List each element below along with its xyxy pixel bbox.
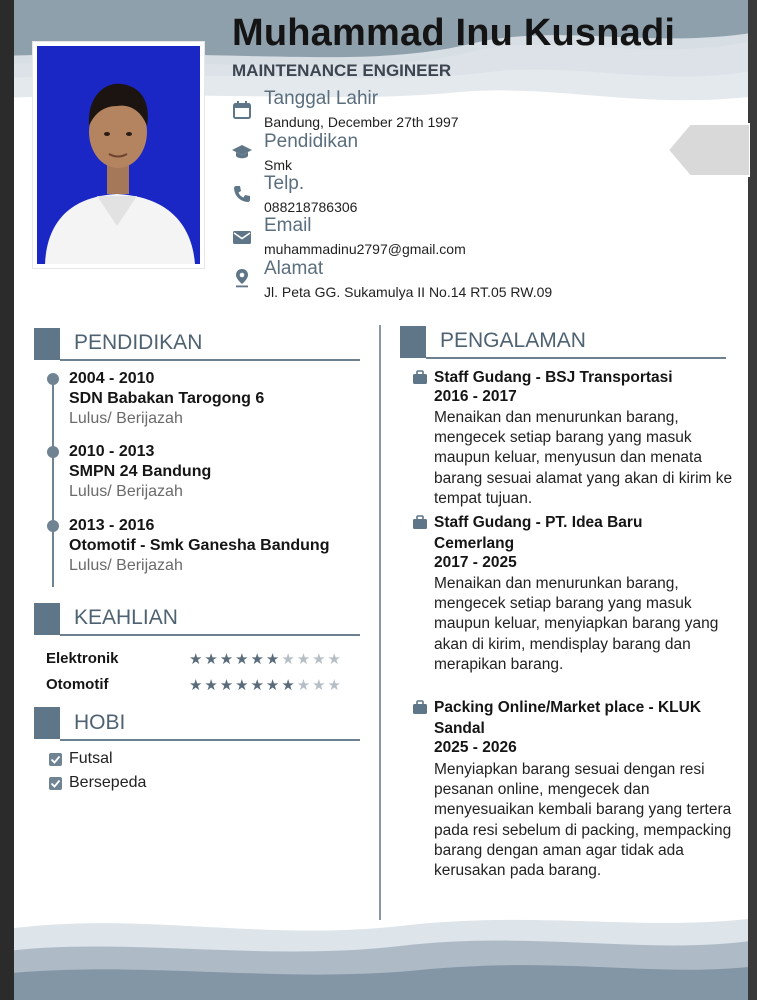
job-title: MAINTENANCE ENGINEER [232,61,452,80]
star-empty-icon: ★ [327,676,341,694]
star-filled-icon: ★ [204,676,218,694]
column-divider [379,325,381,920]
education-level-value: Smk [264,157,292,173]
education-status: Lulus/ Berijazah [69,483,183,500]
timeline-dot [47,520,59,532]
mail-icon [232,227,252,247]
experience-title: Packing Online/Market place - KLUK Sandal [434,699,702,737]
star-filled-icon: ★ [188,676,203,694]
star-empty-icon: ★ [327,650,341,668]
checkbox-icon [49,777,62,790]
star-filled-icon: ★ [281,676,295,694]
briefcase-icon [412,700,428,715]
skill-name: Otomotif [46,676,109,693]
birth-date-label: Tanggal Lahir [264,88,379,109]
experience-title: Staff Gudang - BSJ Transportasi [434,369,673,386]
candidate-name: Muhammad Inu Kusnadi [232,12,676,54]
phone-label: Telp. [264,173,305,194]
star-filled-icon: ★ [235,650,249,668]
address-label: Alamat [264,258,324,279]
experience-description: Menaikan dan menurunkan barang, mengecek setiap barang yang masuk maupun keluar, menyiapkan barang yang akan di kirim, mendisplay barang dan merapikan barang. [434,575,719,673]
star-filled-icon: ★ [265,676,280,694]
education-timeline [52,375,54,587]
education-school: SDN Babakan Tarogong 6 [69,390,265,407]
experience-section-underline [426,357,726,359]
star-filled-icon: ★ [219,676,234,694]
education-school: SMPN 24 Bandung [69,463,212,480]
education-section-underline [60,359,360,361]
skills-section-title: KEAHLIAN [74,606,178,629]
star-filled-icon: ★ [265,650,280,668]
education-level-label: Pendidikan [264,131,359,152]
hobbies-section-underline [60,739,360,741]
experience-section-title: PENGALAMAN [440,329,586,352]
checkbox-icon [49,753,62,766]
education-section-title: PENDIDIKAN [74,331,203,354]
calendar-icon [232,100,252,120]
hobby-item: Bersepeda [69,774,147,791]
star-filled-icon: ★ [250,676,264,694]
education-status: Lulus/ Berijazah [69,410,183,427]
education-years: 2004 - 2010 [69,370,155,387]
education-section-marker [34,328,60,360]
left-page-edge [0,0,14,1000]
email-value[interactable]: muhammadinu2797@gmail.com [264,241,466,257]
star-empty-icon: ★ [296,650,311,668]
timeline-dot [47,373,59,385]
address-value: Jl. Peta GG. Sukamulya II No.14 RT.05 RW.09 [264,284,553,300]
phone-value: 088218786306 [264,199,358,215]
star-empty-icon: ★ [312,650,326,668]
experience-title: Staff Gudang - PT. Idea Baru Cemerlang [434,514,643,552]
email-label: Email [264,215,312,236]
hobbies-section-marker [34,707,60,739]
education-years: 2010 - 2013 [69,443,155,460]
education-status: Lulus/ Berijazah [69,557,183,574]
timeline-dot [47,446,59,458]
person-silhouette-icon [37,46,200,264]
birth-date-value: Bandung, December 27th 1997 [264,114,459,130]
skills-section-underline [60,634,360,636]
page-turn-arrow-icon[interactable] [668,122,750,178]
star-filled-icon: ★ [204,650,218,668]
experience-description: Menyiapkan barang sesuai dengan resi pesanan online, mengecek dan menyesuaikan kembali barang yang tertera pada resi sebelum di packing, mempacking barang dengan aman agar tidak ada kerusakan pada barang. [434,761,732,880]
star-empty-icon: ★ [296,676,311,694]
location-pin-icon [232,268,252,288]
briefcase-icon [412,515,428,530]
skill-name: Elektronik [46,650,119,667]
experience-description: Menaikan dan menurunkan barang, mengecek setiap barang yang masuk maupun keluar, menyusun dan menata barang sesuai alamat yang akan di kirim ke tempat tujuan. [434,409,733,507]
briefcase-icon [412,370,428,385]
star-filled-icon: ★ [250,650,264,668]
star-empty-icon: ★ [281,650,295,668]
phone-icon [232,184,252,204]
star-filled-icon: ★ [219,650,234,668]
star-filled-icon: ★ [188,650,203,668]
skill-rating [188,652,342,667]
education-school: Otomotif - Smk Ganesha Bandung [69,537,330,554]
graduation-cap-icon [232,142,252,162]
experience-years: 2016 - 2017 [434,388,517,405]
education-years: 2013 - 2016 [69,517,155,534]
star-empty-icon: ★ [312,676,326,694]
experience-years: 2025 - 2026 [434,739,517,756]
hobbies-section-title: HOBI [74,711,126,734]
experience-years: 2017 - 2025 [434,554,517,571]
skills-section-marker [34,603,60,635]
skill-rating [188,678,342,693]
star-filled-icon: ★ [235,676,249,694]
experience-section-marker [400,326,426,358]
profile-photo [33,42,204,268]
hobby-item: Futsal [69,750,113,767]
